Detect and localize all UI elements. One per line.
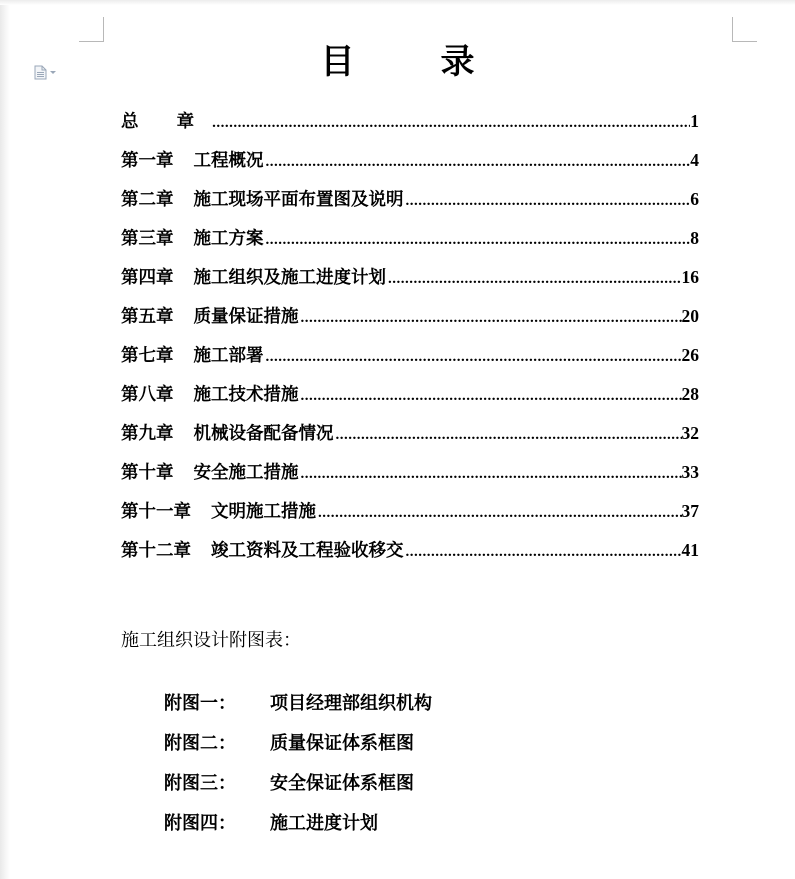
toc-heading: 施工方案 [193, 229, 264, 249]
toc-chapter: 第十二章 [121, 541, 191, 561]
toc-page-number: 8 [690, 228, 699, 248]
toc-heading: 机械设备配备情况 [193, 424, 334, 444]
toc-page-number: 33 [681, 462, 699, 482]
toc-page-number: 32 [681, 423, 699, 443]
title-char-2: 录 [440, 42, 475, 82]
toc-row[interactable] [121, 498, 699, 537]
toc-heading: 竣工资料及工程验收移交 [211, 541, 404, 561]
toc-heading: 文明施工措施 [211, 502, 316, 522]
toc-row[interactable] [121, 303, 699, 342]
toc-chapter: 第一章 [121, 151, 174, 171]
toc-leader [388, 266, 682, 292]
toc-row[interactable] [121, 459, 699, 498]
toc-heading: 质量保证措施 [193, 307, 299, 327]
list-item [164, 771, 432, 811]
appendix-label: 附图一： [164, 693, 236, 714]
toc-page-number: 41 [681, 540, 699, 560]
page-left-edge [0, 0, 10, 879]
toc-row[interactable] [121, 420, 699, 459]
toc-leader [212, 110, 690, 136]
toc-heading: 工程概况 [193, 151, 264, 171]
toc-chapter: 第三章 [121, 229, 174, 249]
toc-chapter: 第十章 [121, 463, 174, 483]
toc-chapter: 第二章 [121, 190, 174, 210]
toc-page-number: 6 [690, 189, 699, 209]
appendix-title: 施工组织设计附图表： [121, 630, 301, 651]
toc-row[interactable] [121, 186, 699, 225]
toc-row[interactable] [121, 537, 699, 576]
list-item [164, 691, 432, 731]
appendix-name: 安全保证体系框图 [270, 773, 414, 794]
toc-leader [301, 461, 682, 487]
toc-leader [301, 383, 682, 409]
toc-row[interactable] [121, 225, 699, 264]
page-top-shade [0, 0, 795, 5]
toc-chapter: 第五章 [121, 307, 174, 327]
toc-page-number: 37 [681, 501, 699, 521]
toc-page-number: 16 [681, 267, 699, 287]
toc-page-number: 4 [690, 150, 699, 170]
page-title [0, 40, 795, 84]
toc-row[interactable] [121, 108, 699, 147]
toc-heading: 施工部署 [193, 346, 264, 366]
toc-chapter: 第四章 [121, 268, 174, 288]
appendix-label: 附图二： [164, 733, 236, 754]
appendix-name: 质量保证体系框图 [270, 733, 414, 754]
toc-row[interactable] [121, 342, 699, 381]
appendix-name: 施工进度计划 [270, 813, 378, 834]
toc-leader [336, 422, 682, 448]
list-item [164, 731, 432, 771]
appendix-name: 项目经理部组织机构 [270, 693, 432, 714]
toc-leader [318, 500, 682, 526]
toc-leader [406, 539, 682, 565]
toc-heading: 施工技术措施 [193, 385, 299, 405]
toc-heading: 施工组织及施工进度计划 [193, 268, 386, 288]
title-char-1: 目 [320, 42, 355, 82]
toc-leader [406, 188, 691, 214]
toc-chapter: 第七章 [121, 346, 174, 366]
toc-heading: 安全施工措施 [193, 463, 299, 483]
toc-row[interactable] [121, 147, 699, 186]
toc-chapter: 总 章 [121, 112, 211, 132]
table-of-contents [121, 108, 699, 576]
toc-row[interactable] [121, 381, 699, 420]
list-item [164, 811, 432, 851]
toc-chapter: 第十一章 [121, 502, 191, 522]
appendix-list [164, 691, 432, 851]
margin-marker-top-left [79, 17, 104, 42]
toc-heading: 施工现场平面布置图及说明 [193, 190, 404, 210]
appendix-label: 附图三： [164, 773, 236, 794]
appendix-label: 附图四： [164, 813, 236, 834]
toc-leader [266, 149, 691, 175]
toc-row[interactable] [121, 264, 699, 303]
toc-leader [266, 344, 682, 370]
toc-chapter: 第九章 [121, 424, 174, 444]
toc-page-number: 28 [681, 384, 699, 404]
toc-page-number: 1 [690, 111, 699, 131]
margin-marker-top-right [732, 17, 757, 42]
toc-page-number: 20 [681, 306, 699, 326]
toc-leader [301, 305, 682, 331]
toc-chapter: 第八章 [121, 385, 174, 405]
toc-page-number: 26 [681, 345, 699, 365]
toc-leader [266, 227, 691, 253]
